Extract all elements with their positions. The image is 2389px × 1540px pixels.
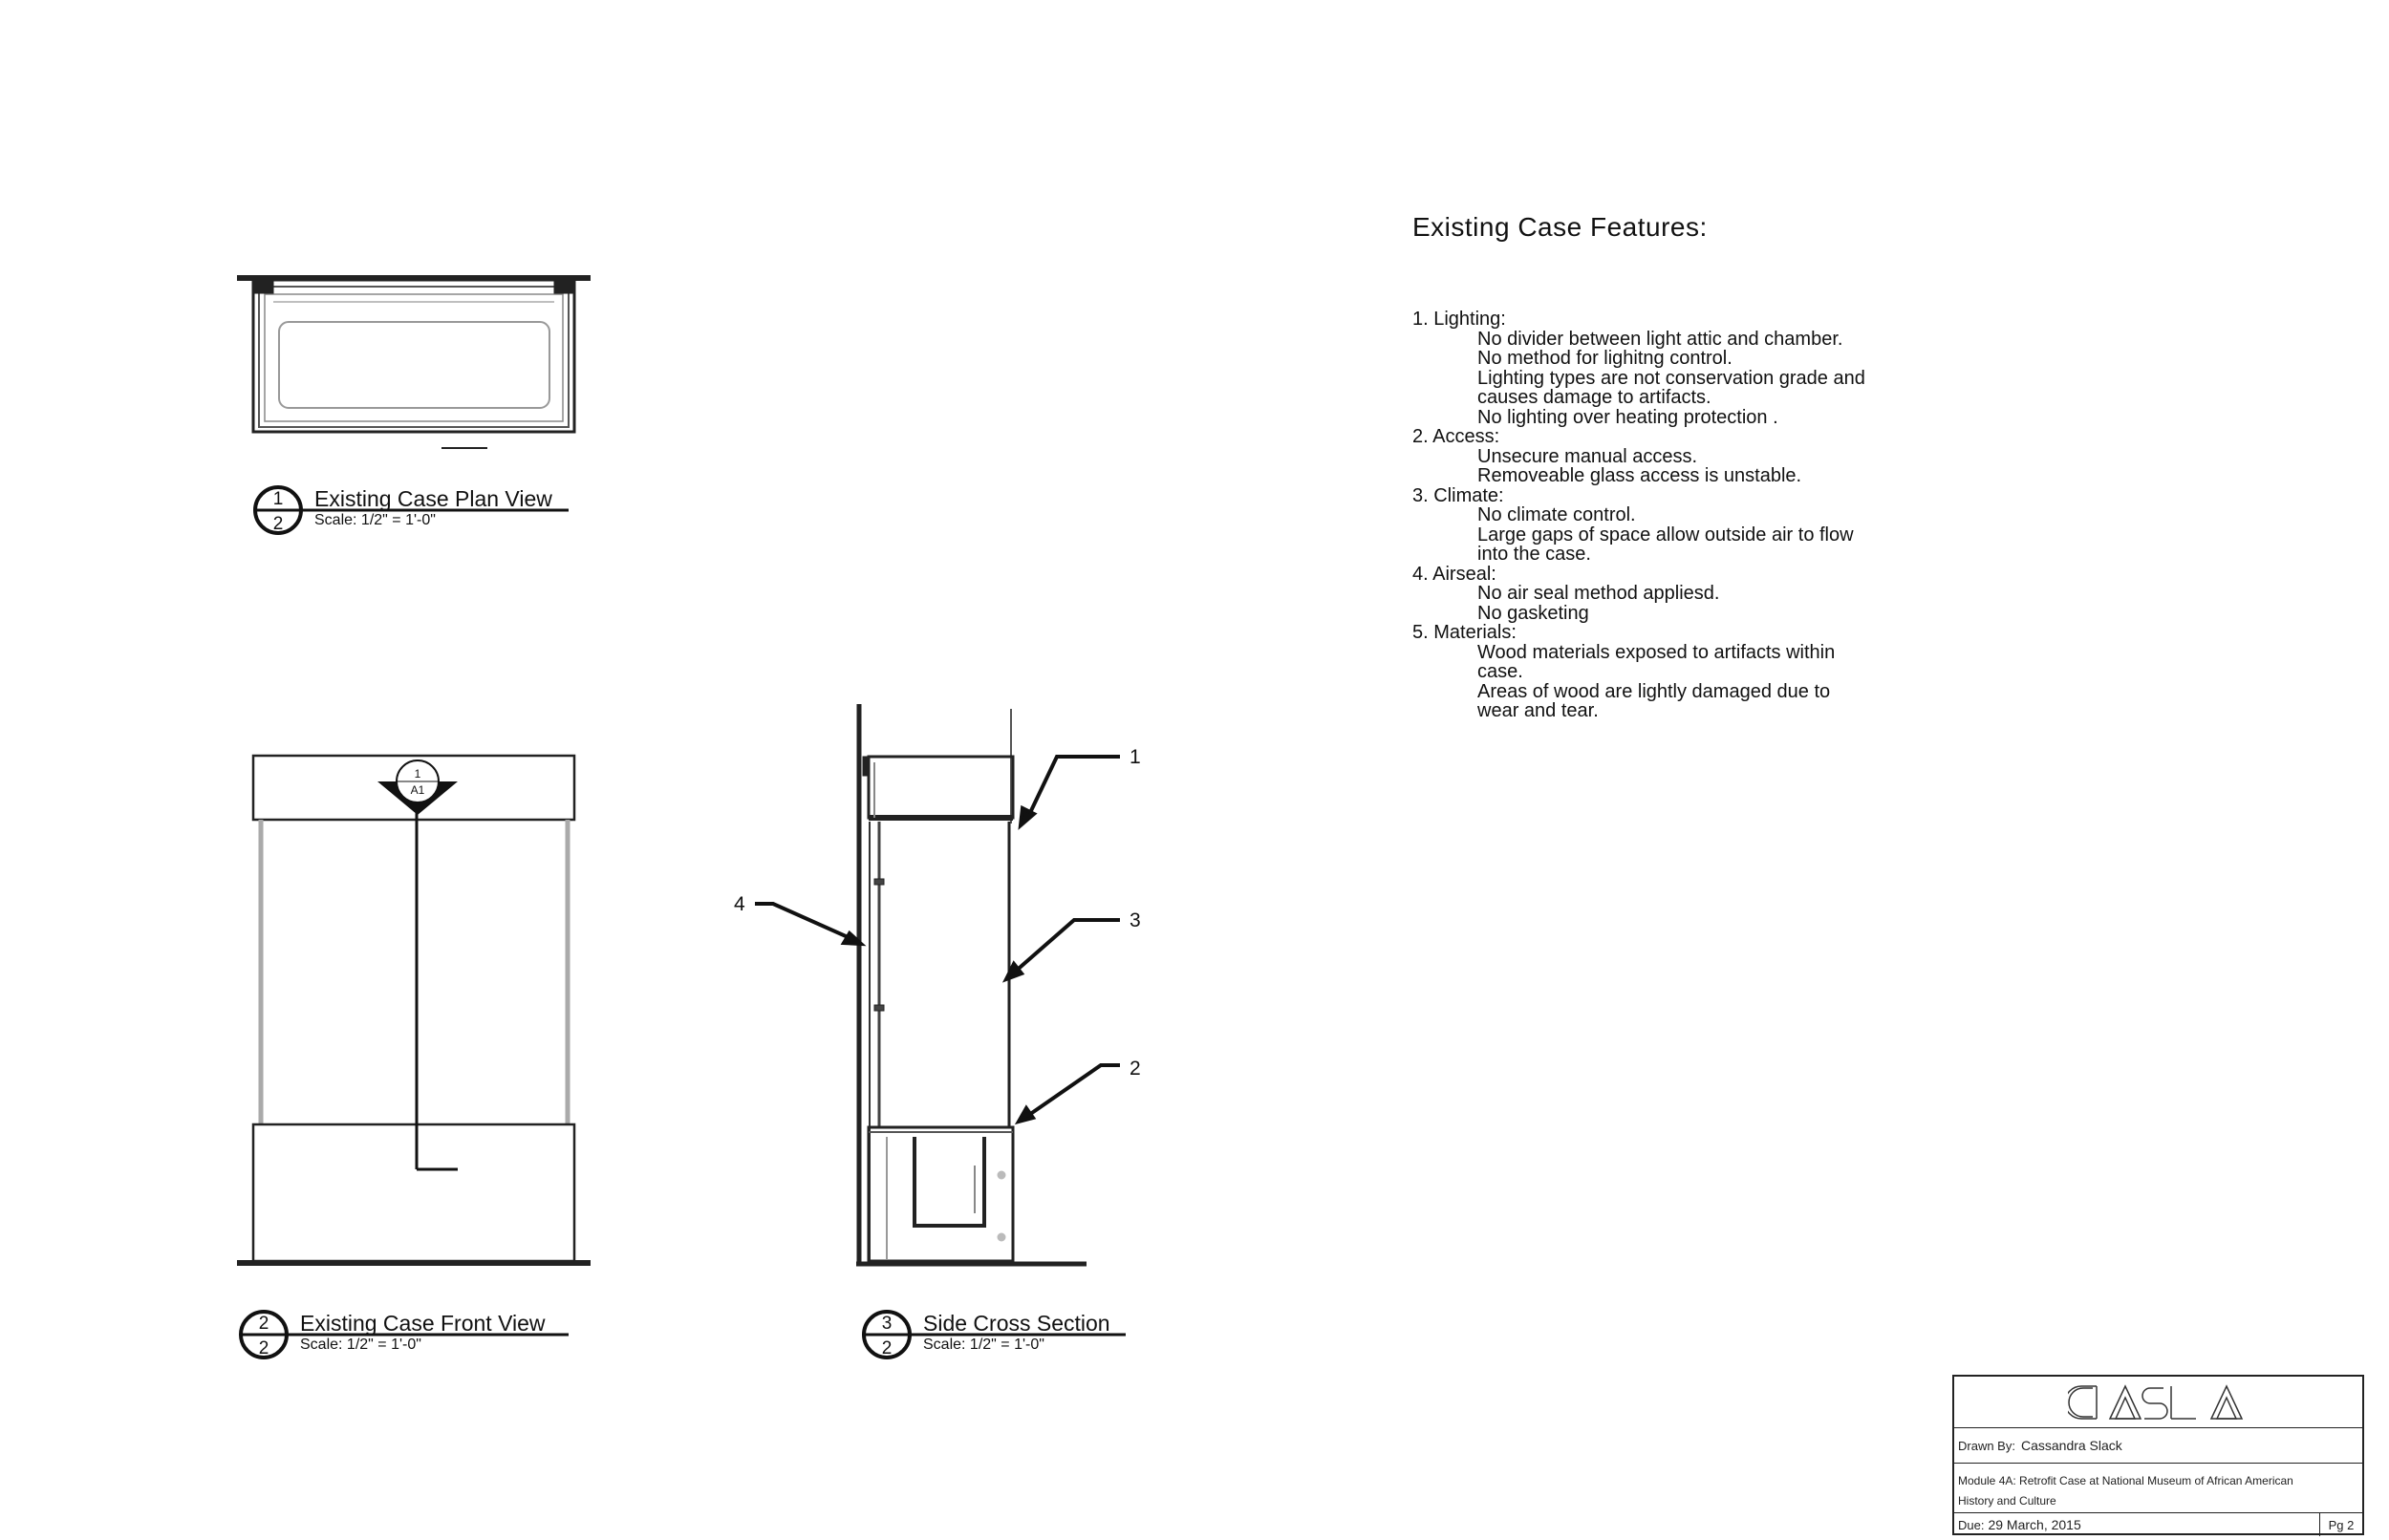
due-value: 29 March, 2015 (1988, 1517, 2081, 1532)
notes-section-airseal (1412, 565, 2024, 624)
title-block-due (1954, 1513, 2320, 1536)
notes-heading: 1. Lighting: (1412, 309, 1506, 330)
notes-heading: 2. Access: (1412, 426, 1500, 447)
notes-item: No lighting over heating protection . (1477, 406, 1778, 428)
notes-item: Large gaps of space allow outside air to flow (1477, 524, 1854, 545)
front-view-drawing (237, 756, 591, 1263)
notes-heading: 5. Materials: (1412, 622, 1517, 643)
drawn-by-label: Drawn By: (1958, 1438, 2015, 1453)
callout-2: 2 (1130, 1058, 1141, 1080)
notes-item: case. (1477, 661, 1523, 682)
notes-item: causes damage to artifacts. (1477, 387, 1711, 408)
notes-section-lighting (1412, 310, 2024, 427)
case-features-notes (1412, 212, 2024, 721)
plan-view-label (255, 486, 569, 534)
section-marker-number: 1 (414, 767, 421, 781)
notes-title: Existing Case Features: (1412, 212, 1708, 242)
callout-4: 4 (734, 893, 745, 915)
plan-view-drawing (237, 278, 591, 448)
notes-item: into the case. (1477, 544, 1591, 565)
front-view-scale: Scale: 1/2" = 1'-0" (300, 1337, 421, 1353)
title-block (1952, 1375, 2364, 1535)
notes-item: Removeable glass access is unstable. (1477, 465, 1802, 486)
notes-item: No divider between light attic and chamber. (1477, 328, 1843, 350)
section-marker-sheet: A1 (410, 783, 425, 797)
callout-leaders (755, 757, 1120, 1122)
notes-section-access (1412, 427, 2024, 486)
plan-view-title: Existing Case Plan View (314, 486, 552, 511)
callout-3: 3 (1130, 909, 1141, 931)
page-number: Pg 2 (2328, 1517, 2355, 1532)
casma-logo-icon (2068, 1382, 2249, 1422)
notes-section-climate (1412, 486, 2024, 565)
notes-item: Lighting types are not conservation grade and (1477, 367, 1865, 389)
notes-item: wear and tear. (1477, 700, 1599, 721)
plan-view-number: 1 (272, 489, 284, 509)
notes-heading: 3. Climate: (1412, 484, 1504, 506)
front-view-title: Existing Case Front View (300, 1311, 546, 1336)
side-section-scale: Scale: 1/2" = 1'-0" (923, 1337, 1044, 1353)
callout-1: 1 (1130, 746, 1141, 768)
title-block-drawn-by (1954, 1428, 2362, 1464)
due-label: Due: (1958, 1517, 1985, 1532)
module-line-2: History and Culture (1958, 1494, 2056, 1508)
notes-item: No air seal method appliesd. (1477, 583, 1720, 604)
title-block-logo (1954, 1377, 2362, 1428)
notes-heading: 4. Airseal: (1412, 563, 1496, 585)
module-line-1: Module 4A: Retrofit Case at National Museum of African American (1958, 1474, 2293, 1487)
side-section-label (864, 1311, 1126, 1358)
notes-item: No gasketing (1477, 602, 1589, 624)
notes-section-materials (1412, 623, 2024, 721)
drawn-by-value: Cassandra Slack (2020, 1438, 2122, 1453)
side-section-sheet: 2 (881, 1338, 893, 1358)
front-view-number: 2 (258, 1314, 269, 1334)
side-section-number: 3 (881, 1314, 893, 1334)
title-block-module (1954, 1464, 2362, 1513)
front-view-sheet: 2 (258, 1338, 269, 1358)
plan-view-sheet: 2 (272, 514, 284, 534)
notes-item: No method for lighitng control. (1477, 348, 1733, 369)
notes-item: No climate control. (1477, 504, 1636, 525)
notes-item: Wood materials exposed to artifacts within (1477, 641, 1836, 663)
title-block-bottom-row (1954, 1513, 2362, 1536)
side-section-title: Side Cross Section (923, 1311, 1110, 1336)
side-section-drawing (856, 704, 1087, 1266)
front-view-label (241, 1311, 569, 1358)
notes-item: Unsecure manual access. (1477, 445, 1698, 467)
notes-item: Areas of wood are lightly damaged due to (1477, 680, 1831, 702)
plan-view-scale: Scale: 1/2" = 1'-0" (314, 512, 436, 528)
